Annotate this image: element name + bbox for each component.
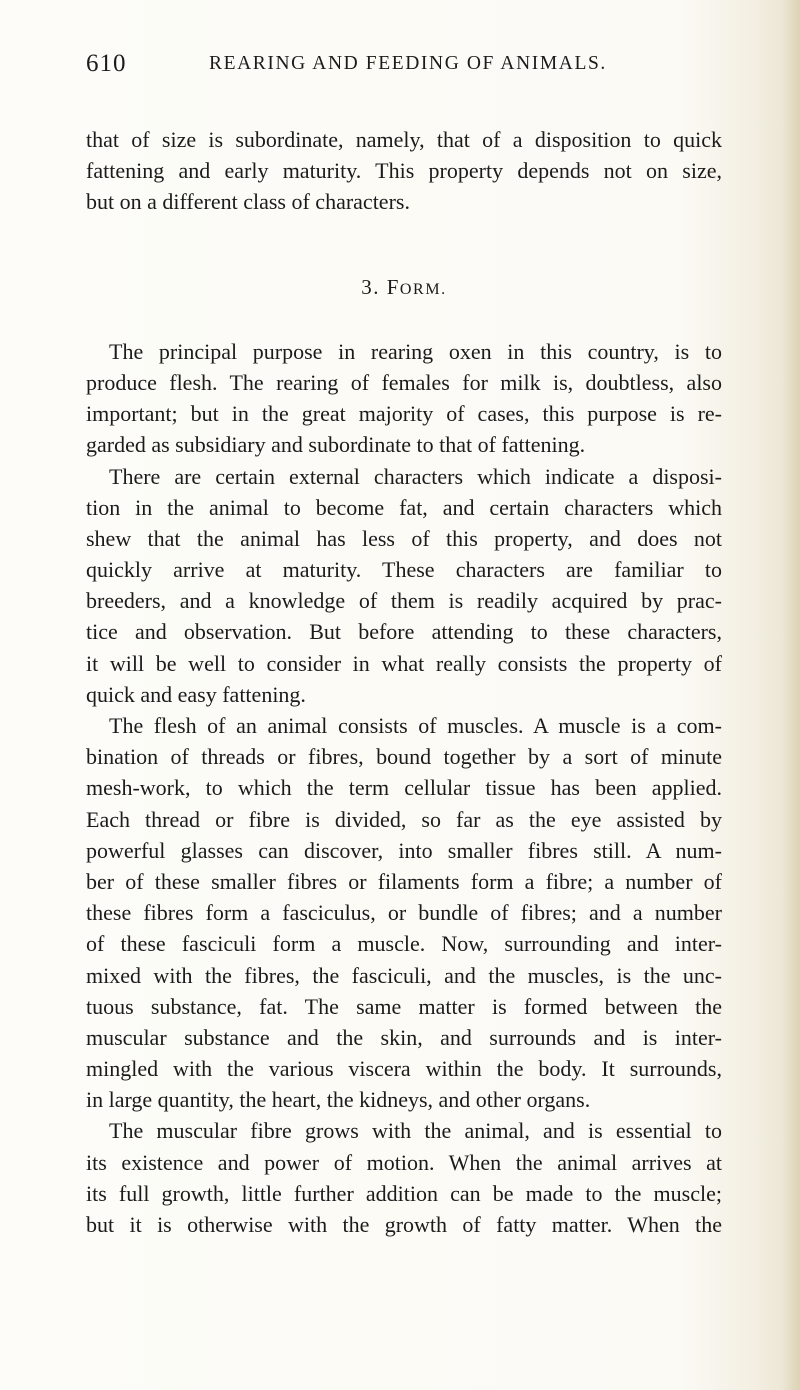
text-line: The muscular fibre grows with the animal, and is essential to [109,1118,722,1144]
text-line: mesh-work, to which the term cellular tissue has been applied. [86,775,722,801]
running-head: REARING AND FEEDING OF ANIMALS. [209,53,607,74]
page-edge-shadow [782,0,800,1390]
paragraph [86,1115,722,1240]
paragraph [86,710,722,1115]
text-line: these fibres form a fasciculus, or bundle of fibres; and a number [86,900,722,926]
text-line: tuous substance, fat. The same matter is formed between the [86,993,722,1019]
text-line: fattening and early maturity. This property depends not on size, [86,158,722,184]
text-line: garded as subsidiary and subordinate to that of fattening. [86,432,586,458]
text-line: Each thread or fibre is divided, so far as the eye assisted by [86,806,722,832]
paragraph [86,336,722,461]
page-header [86,50,722,90]
text-line: mingled with the various viscera within the body. It surrounds, [86,1056,722,1082]
text-line: quick and easy fattening. [86,681,306,707]
section-number: 3. [361,274,380,299]
text-line: There are certain external characters which indicate a disposi- [109,463,722,489]
text-line: The principal purpose in rearing oxen in this country, is to [109,338,722,364]
text-line: but it is otherwise with the growth of fatty matter. When the [86,1212,722,1237]
paragraph [86,124,722,218]
text-line: but on a different class of characters. [86,189,410,215]
section-title-initial: F [386,274,400,299]
text-line: shew that the animal has less of this property, and does not [86,525,722,551]
page-number: 610 [86,50,127,77]
page-body [86,124,722,1240]
text-line: ber of these smaller fibres or filaments form a fibre; a number of [86,868,722,894]
text-line: produce flesh. The rearing of females for milk is, doubtless, also [86,369,722,395]
text-line: in large quantity, the heart, the kidneys, and other organs. [86,1087,591,1113]
text-line: powerful glasses can discover, into smaller fibres still. A num- [86,837,722,863]
text-line: tion in the animal to become fat, and certain characters which [86,494,722,520]
text-line: The flesh of an animal consists of muscles. A muscle is a com- [109,713,722,738]
text-line: important; but in the great majority of cases, this purpose is re- [86,401,722,427]
section-title-rest: ORM. [399,280,447,298]
text-line: its existence and power of motion. When the animal arrives at [86,1149,722,1175]
text-line: it will be well to consider in what really consists the property of [86,650,722,676]
text-line: of these fasciculi form a muscle. Now, surrounding and inter- [86,931,722,957]
text-line: its full growth, little further addition can be made to the muscle; [86,1180,722,1206]
paragraph [86,461,722,711]
text-line: that of size is subordinate, namely, that of a disposition to quick [86,127,722,152]
text-line: tice and observation. But before attending to these characters, [86,619,722,645]
text-line: quickly arrive at maturity. These characters are familiar to [86,557,722,583]
text-line: breeders, and a knowledge of them is readily acquired by prac- [86,588,722,614]
text-line: muscular substance and the skin, and surrounds and is inter- [86,1024,722,1050]
section-heading [86,272,722,303]
text-line: bination of threads or fibres, bound together by a sort of minute [86,744,722,770]
text-line: mixed with the fibres, the fasciculi, and the muscles, is the unc- [86,962,722,988]
